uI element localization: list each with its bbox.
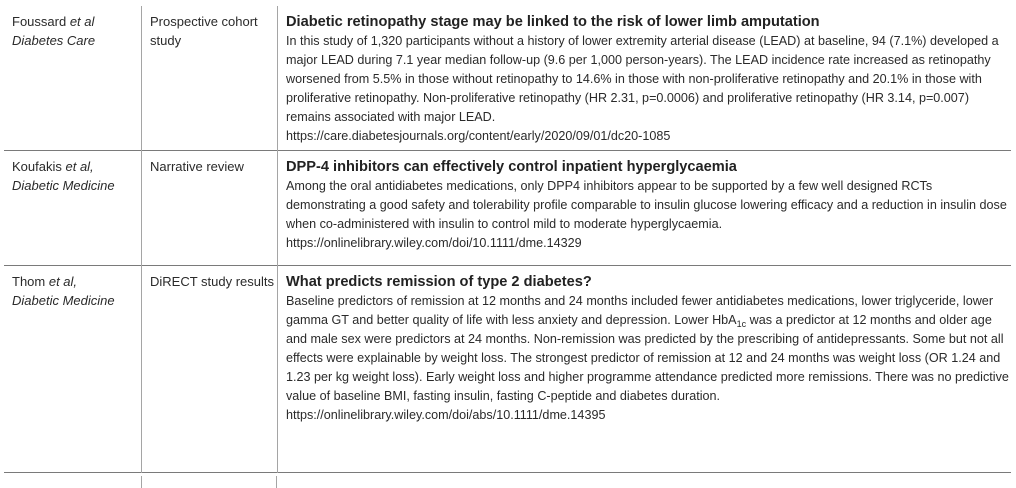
- summary-cell: [278, 266, 1012, 473]
- study-type-cell: [142, 266, 278, 473]
- author-etal: et al,: [61, 159, 94, 174]
- table-row: [4, 266, 1011, 473]
- summary-body-part2: was a predictor at 12 months and older age and male sex were predictors at 24 months. Non-remission was predicted by the prescribing of antidepressants. Some but not all effects were explainable by weight loss. The strongest predictor of remission at 12 and 24 months was weight loss (OR 1.24 and 1.23 per kg weight loss). Early weight loss and higher programme attendance predicted more remissions. There was no predictive value of baseline BMI, fasting insulin, fasting C-peptide and diabetes duration.: [286, 313, 1009, 403]
- study-type: Prospective cohort study: [150, 14, 258, 48]
- summary-cell: [278, 151, 1012, 266]
- journal-name: Diabetic Medicine: [12, 178, 115, 193]
- summary-headline: DPP-4 inhibitors can effectively control inpatient hyperglycaemia: [286, 159, 737, 175]
- summary-cell: [278, 6, 1012, 151]
- column-divider: [276, 476, 277, 488]
- author-cell: [4, 151, 142, 266]
- journal-name: Diabetic Medicine: [12, 293, 115, 308]
- table-row: [4, 151, 1011, 266]
- study-type-cell: [142, 6, 278, 151]
- author-name: Koufakis: [12, 159, 62, 174]
- source-url: https://care.diabetesjournals.org/content/early/2020/09/01/dc20-1085: [286, 129, 671, 143]
- study-type-cell: [142, 151, 278, 266]
- table-row: [4, 6, 1011, 151]
- column-divider: [141, 476, 142, 488]
- summary-headline: Diabetic retinopathy stage may be linked to the risk of lower limb amputation: [286, 14, 820, 30]
- summary-body-part1: Baseline predictors of remission at 12 months and 24 months included fewer antidiabetes medications, lower triglyceride, lower gamma GT and better quality of life with less anxiety and depression. Lower HbA: [286, 294, 994, 327]
- journal-name: Diabetes Care: [12, 33, 96, 48]
- summary-body: Among the oral antidiabetes medications, only DPP4 inhibitors appear to be supported by a few well designed RCTs demonstrating a good safety and tolerability profile comparable to insulin glucose lowering efficacy and a reduction in insulin dose when co-administered with insulin to control mild to moderate hyperglycaemia.: [286, 179, 1007, 231]
- author-name: Foussard: [12, 14, 67, 29]
- author-etal: et al,: [45, 274, 78, 289]
- author-cell: [4, 266, 142, 473]
- literature-table: [4, 6, 1011, 473]
- author-name: Thom: [12, 274, 46, 289]
- hba1c-subscript: 1c: [736, 319, 747, 329]
- author-etal: et al: [66, 14, 95, 29]
- author-cell: [4, 6, 142, 151]
- summary-body: In this study of 1,320 participants without a history of lower extremity arterial disease (LEAD) at baseline, 94 (7.1%) developed a major LEAD during 7.1 year median follow-up (9.6 per 1,000 person-years). The LEAD incidence rate increased as retinopathy worsened from 5.5% in those without retinopathy to 14.6% in those with non-proliferative retinopathy and 20.1% in those with proliferative retinopathy. Non-proliferative retinopathy (HR 2.31, p=0.0006) and proliferative retinopathy (HR 3.14, p=0.007) remains associated with major LEAD.: [286, 34, 999, 124]
- summary-headline: What predicts remission of type 2 diabetes?: [286, 274, 592, 290]
- source-url: https://onlinelibrary.wiley.com/doi/10.1111/dme.14329: [286, 236, 582, 250]
- table-continuation: [4, 476, 1011, 488]
- summary-body: [286, 292, 1011, 406]
- source-url: https://onlinelibrary.wiley.com/doi/abs/10.1111/dme.14395: [286, 408, 606, 422]
- study-type: DiRECT study results: [150, 274, 275, 289]
- study-type: Narrative review: [150, 159, 244, 174]
